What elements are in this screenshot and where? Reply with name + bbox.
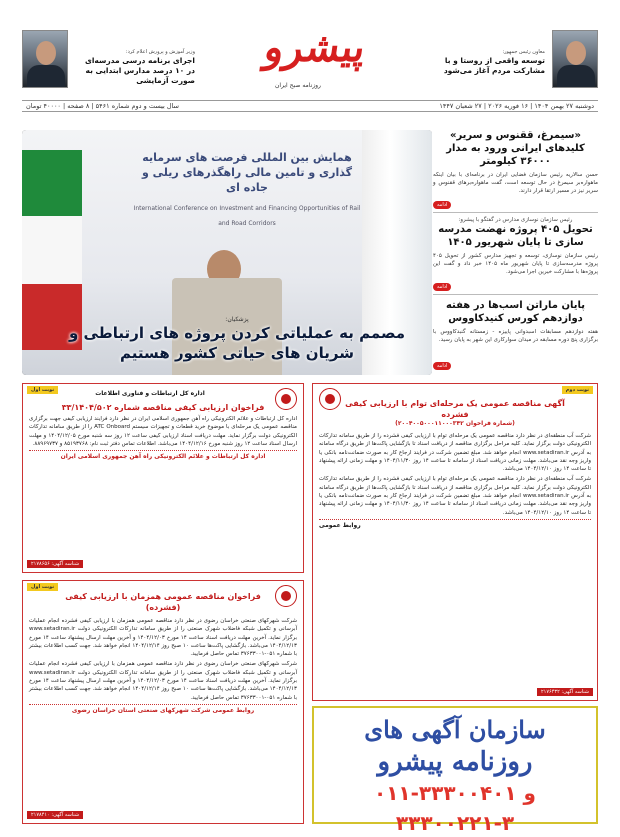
ad-body-repeat: شرکت آب منطقه‌ای در نظر دارد مناقصه عمومی یک مرحله‌ای توام با ارزیابی کیفی فشرده را از طریق سامانه تدارکات الکترونیکی دولت برگزار نماید. کلیه مراحل برگزاری مناقصه از دریافت اسناد تا بازگشایی پاکت‌ها از طریق درگاه سامانه به آدرس www.setadiran.ir انجام خواهد شد. مبلغ تضمین شرکت در فرایند ارجاع کار به صورت ضمانت‌نامه بانکی یا واریز وجه نقد می‌باشد. مهلت زمانی دریافت اسناد از سامانه تا ساعت ۱۴ روز ۱۴۰۴/۱۱/۳۰ و مهلت زمانی ارائه پیشنهاد تا ساعت ۱۴ روز ۱۴۰۴/۱۲/۱۰ می‌باشد. <box>319 476 592 516</box>
read-more-button[interactable]: ادامه <box>433 362 451 370</box>
conference-banner <box>132 150 362 231</box>
ad-body: شرکت آب منطقه‌ای در نظر دارد مناقصه عمومی یک مرحله‌ای توام با ارزیابی کیفی فشرده را از طریق سامانه تدارکات الکترونیکی دولت برگزار نماید. کلیه مراحل برگزاری مناقصه از دریافت اسناد تا بازگشایی پاکت‌ها از طریق درگاه سامانه به آدرس www.setadiran.ir انجام خواهد شد. مبلغ تضمین شرکت در فرایند ارجاع کار به صورت ضمانت‌نامه بانکی یا واریز وجه نقد می‌باشد. مهلت زمانی دریافت اسناد از سامانه تا ساعت ۱۴ روز ۱۴۰۴/۱۱/۳۰ و مهلت زمانی ارائه پیشنهاد تا ساعت ۱۴ روز ۱۴۰۴/۱۲/۱۰ می‌باشد. <box>319 433 592 473</box>
ad-body-repeat: شرکت شهرکهای صنعتی خراسان رضوی در نظر دارد مناقصه عمومی همزمان با ارزیابی کیفی فشرده انجام عملیات آبرسانی و تکمیل شبکه فاضلاب شهرک صنعتی را از طریق سامانه تدارکات الکترونیکی دولت www.setadiran.ir برگزار نماید. آخرین مهلت دریافت اسناد ساعت ۱۴ مورخ ۱۴۰۴/۱۲/۰۳ و آخرین مهلت ارسال پیشنهاد ساعت ۱۴ مورخ ۱۴۰۴/۱۲/۱۳ می‌باشد. بازگشایی پاکت‌ها ساعت ۱۰ صبح روز ۱۴۰۴/۱۲/۱۴ انجام خواهد شد. جهت کسب اطلاعات بیشتر با شماره ۰۵۱-۳۷۶۳۳۰۰۱ تماس حاصل فرمایید. <box>29 661 298 701</box>
tender-ad-railway[interactable] <box>22 383 304 573</box>
dateline <box>22 100 598 112</box>
ad-title: فراخوان مناقصه عمومی همزمان با ارزیابی کیفی (فشرده) <box>65 592 261 612</box>
masthead-story-left[interactable] <box>75 48 195 86</box>
ad-office-line1: سازمان آگهی های <box>364 715 546 744</box>
ad-subtitle: (شماره فراخوان ۲۰۰۴۰۰۵۰۰۰۱۱۰۰۰۳۴۲) <box>395 420 515 427</box>
advertising-office-ad[interactable] <box>312 706 598 835</box>
issue-date: دوشنبه ۲۷ بهمن ۱۴۰۴ | ۱۶ فوریه ۲۰۲۶ | ۲۷ شعبان ۱۴۴۷ <box>439 102 594 110</box>
banner-title: همایش بین المللی فرصت های سرمایه گذاری و تامین مالی راهگذرهای ریلی و جاده ای <box>142 151 352 194</box>
ad-code-badge: شناسه آگهی: ۲۱۷۸۴۱۰ <box>27 811 83 819</box>
railway-emblem-icon <box>275 388 297 410</box>
read-more-button[interactable]: ادامه <box>433 283 451 291</box>
ad-footer: روابط عمومی شرکت شهرکهای صنعتی استان خراسان رضوی <box>71 706 255 714</box>
official-photo-left <box>22 30 68 88</box>
issue-number: سال بیست و دوم شماره ۵۴۶۱ | ۸ صفحه | ۴۰۰۰۰ تومان <box>26 102 179 110</box>
suit-shape <box>557 65 595 88</box>
story-headline: توسعه واقعی از روستا و با مشارکت مردم آغاز می‌شود <box>443 56 545 75</box>
read-more-button[interactable]: ادامه <box>433 201 451 209</box>
masthead-story-right[interactable] <box>425 48 545 76</box>
story-headline: «سیمرغ، ققنوس و سریر» کلیدهای ایرانی ورود به مدار ۳۶۰۰۰ کیلومتر <box>446 130 585 167</box>
ad-footer: اداره کل ارتباطات و علائم الکترونیکی راه آهن جمهوری اسلامی ایران <box>60 453 266 461</box>
suit-shape <box>27 65 65 88</box>
ad-office-phone[interactable]: ۰۱۱-۳۳۳۰۰۴۰۱ و ۳-۳۳۳۰۰۲۲۱ <box>374 781 536 835</box>
story-headline: پایان ماراتن اسب‌ها در هفته دوازدهم کورس کنیدکاووس <box>445 300 586 324</box>
ad-divider <box>319 519 591 520</box>
ad-office-line2: روزنامه پیشرو <box>377 747 533 777</box>
water-company-emblem-icon <box>319 388 341 410</box>
ad-organization: اداره کل ارتباطات و فناوری اطلاعات <box>95 390 205 397</box>
newspaper-tagline: روزنامه صبح ایران <box>275 82 321 89</box>
ad-footer: روابط عمومی <box>319 521 361 529</box>
story-headline: اجرای برنامه درسی مدرسه‌ای در ۱۰ درصد مدارس ابتدایی به صورت آزمایشی <box>84 56 195 85</box>
story-body: رئیس سازمان نوسازی، توسعه و تجهیز مدارس کشور از تحویل ۴۰۵ پروژه مدرسه‌سازی تا پایان شهریور ماه ۱۴۰۵ خبر داد و گفت این پروژه‌ها با مشارکت خیرین اجرا می‌شود. <box>433 253 598 275</box>
lead-kicker: پزشکیان: <box>225 316 249 323</box>
ad-divider <box>29 704 297 705</box>
ad-title: فراخوان ارزیابی کیفی مناقصه شماره ۳۳/۱۴۰۴/۵۰۲ <box>61 403 265 412</box>
story-body: حسن سالاریه رئیس سازمان فضایی ایران در برنامه‌ای با بیان اینکه ماهواره‌بر سیمرغ در حال توسعه است، گفت ماهواره‌برهای ققنوس و سریر نیز در مسیر ارتقا قرار دارند. <box>433 172 598 194</box>
story-kicker: معاون رئیس جمهور: <box>502 49 545 55</box>
tender-ad-industrial-estates[interactable] <box>22 580 304 824</box>
news-story[interactable] <box>433 213 598 295</box>
right-news-column <box>433 125 598 373</box>
industrial-estates-emblem-icon <box>275 585 297 607</box>
story-headline: تحویل ۴۰۵ پروژه نهضت مدرسه سازی تا پایان شهریور ۱۴۰۵ <box>438 224 593 248</box>
ad-code-badge: شناسه آگهی: ۲۱۷۶۴۳۲ <box>537 688 593 696</box>
story-kicker: رئیس سازمان نوسازی مدارس در گفتگو با پیشرو: <box>458 217 573 223</box>
masthead <box>0 0 620 108</box>
ad-divider <box>29 450 297 451</box>
tender-ad-water[interactable] <box>312 383 598 701</box>
newspaper-logo[interactable]: پیشرو <box>261 24 369 71</box>
ad-body: شرکت شهرکهای صنعتی خراسان رضوی در نظر دارد مناقصه عمومی همزمان با ارزیابی کیفی فشرده انجام عملیات آبرسانی و تکمیل شبکه فاضلاب شهرک صنعتی را از طریق سامانه تدارکات الکترونیکی دولت www.setadiran.ir برگزار نماید. آخرین مهلت دریافت اسناد ساعت ۱۴ مورخ ۱۴۰۴/۱۲/۰۳ و آخرین مهلت ارسال پیشنهاد ساعت ۱۴ مورخ ۱۴۰۴/۱۲/۱۳ می‌باشد. بازگشایی پاکت‌ها ساعت ۱۰ صبح روز ۱۴۰۴/۱۲/۱۴ انجام خواهد شد. جهت کسب اطلاعات بیشتر با شماره ۰۵۱-۳۷۶۳۳۰۰۱ تماس حاصل فرمایید. <box>29 618 298 658</box>
story-body: هفته دوازدهم مسابقات اسبدوانی پاییزه - زمستانه گنبدکاووس با برگزاری پنج دوره مسابقه در میدان سوارکاری این شهر به پایان رسید. <box>433 329 598 343</box>
news-story[interactable] <box>433 125 598 213</box>
face-shape <box>566 41 586 65</box>
banner-subtitle: International Conference on Investment and Financing Opportunities of Rail and Road Corridors <box>133 205 361 227</box>
story-kicker: وزیر آموزش و پرورش اعلام کرد: <box>125 49 195 55</box>
news-story[interactable] <box>433 295 598 373</box>
official-photo-right <box>552 30 598 88</box>
ad-body: اداره کل ارتباطات و علائم الکترونیکی راه آهن جمهوری اسلامی ایران در نظر دارد فرایند ارزیابی کیفی جهت برگزاری مناقصه عمومی یک مرحله‌ای با موضوع خرید قطعات و تجهیزات سیستم ATC Onboard را از طریق سامانه تدارکات الکترونیکی دولت برگزار نماید. مهلت دریافت اسناد ارزیابی کیفی ساعت ۱۲ روز سه شنبه مورخ ۱۴۰۴/۱۲/۰۵ و مهلت ارسال اسناد ساعت ۱۲ روز شنبه مورخ ۱۴۰۴/۱۲/۱۶ می‌باشد. اطلاعات تماس دفتر ثبت نام: ۸۵۱۹۳۷۶۸ و ۸۸۹۶۹۷۳۷. <box>29 416 298 447</box>
ad-round-tag: نوبت اول <box>27 386 58 394</box>
lead-headline-block <box>52 316 422 363</box>
lead-headline: مصمم به عملیاتی کردن پروژه های ارتباطی و شریان های حیاتی کشور هستیم <box>68 324 406 362</box>
lead-story[interactable] <box>22 130 432 375</box>
ad-title: آگهی مناقصه عمومی یک مرحله‌ای توام با ارزیابی کیفی فشرده <box>345 399 565 419</box>
ad-round-tag: نوبت اول <box>27 583 58 591</box>
ad-code-badge: شناسه آگهی: ۲۱۷۸۶۵۶ <box>27 560 83 568</box>
face-shape <box>36 41 56 65</box>
ad-round-tag: نوبت دوم <box>562 386 593 394</box>
